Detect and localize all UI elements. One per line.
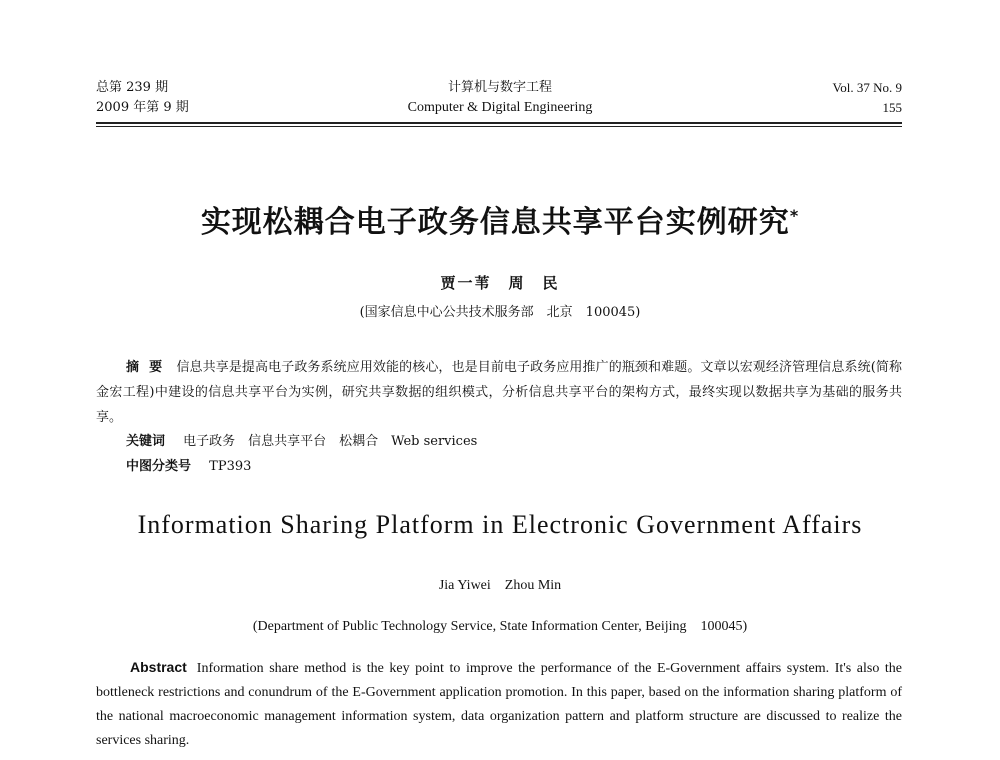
title-footnote-mark: * <box>789 206 800 225</box>
volume-number: Vol. 37 No. 9 <box>832 80 902 95</box>
abstract-zh-label: 摘要 <box>126 360 173 375</box>
issue-year-number: 2009 年第 9 期 <box>96 100 189 115</box>
affiliation-en: (Department of Public Technology Service, State Information Center, Beijing 100045) <box>252 619 748 634</box>
issue-total-number: 总第 239 期 <box>96 80 169 95</box>
journal-name-zh: 计算机与数字工程 <box>447 80 552 95</box>
paper-title-zh <box>0 197 1000 241</box>
header-rule-thick <box>96 122 902 124</box>
classification-zh-label: 中图分类号 <box>126 459 192 474</box>
header-rule-thin <box>96 126 902 127</box>
authors-zh: 贾一苇 周 民 <box>440 274 560 292</box>
affiliation-zh: (国家信息中心公共技术服务部 北京 100045) <box>359 305 641 320</box>
volume-info <box>833 78 902 118</box>
abstract-en-text: Information share method is the key point to improve the performance of the E-Government affairs system. It's also the bottleneck restrictions and conundrum of the E-Government application promotion. In this paper, based on the information sharing platform of the national macroeconomic management information system, data organization pattern and platform structure are discussed to realize the services sharing. <box>96 661 902 748</box>
abstract-zh-text: 信息共享是提高电子政务系统应用效能的核心，也是目前电子政务应用推广的瓶颈和难题。文章以宏观经济管理信息系统(简称金宏工程)中建设的信息共享平台为实例，研究共享数据的组织模式，分析信息共享平台的架构方式，最终实现以数据共享为基础的服务共享。 <box>96 360 902 425</box>
abstract-en <box>96 655 902 753</box>
keywords-zh-label: 关键词 <box>126 434 166 449</box>
abstract-zh <box>96 355 902 430</box>
paper-title-en: Information Sharing Platform in Electronic Government Affairs <box>137 510 863 539</box>
page-number: 155 <box>882 100 902 115</box>
keywords-zh <box>126 432 477 452</box>
classification-zh <box>126 457 251 477</box>
classification-zh-text: TP393 <box>209 459 252 474</box>
keywords-zh-text: 电子政务 信息共享平台 松耦合 Web services <box>183 434 478 449</box>
abstract-en-label: Abstract <box>130 659 187 675</box>
journal-name-en: Computer & Digital Engineering <box>407 100 593 115</box>
paper-title-zh-text: 实现松耦合电子政务信息共享平台实例研究 <box>200 205 790 240</box>
authors-en: Jia Yiwei Zhou Min <box>438 578 562 593</box>
